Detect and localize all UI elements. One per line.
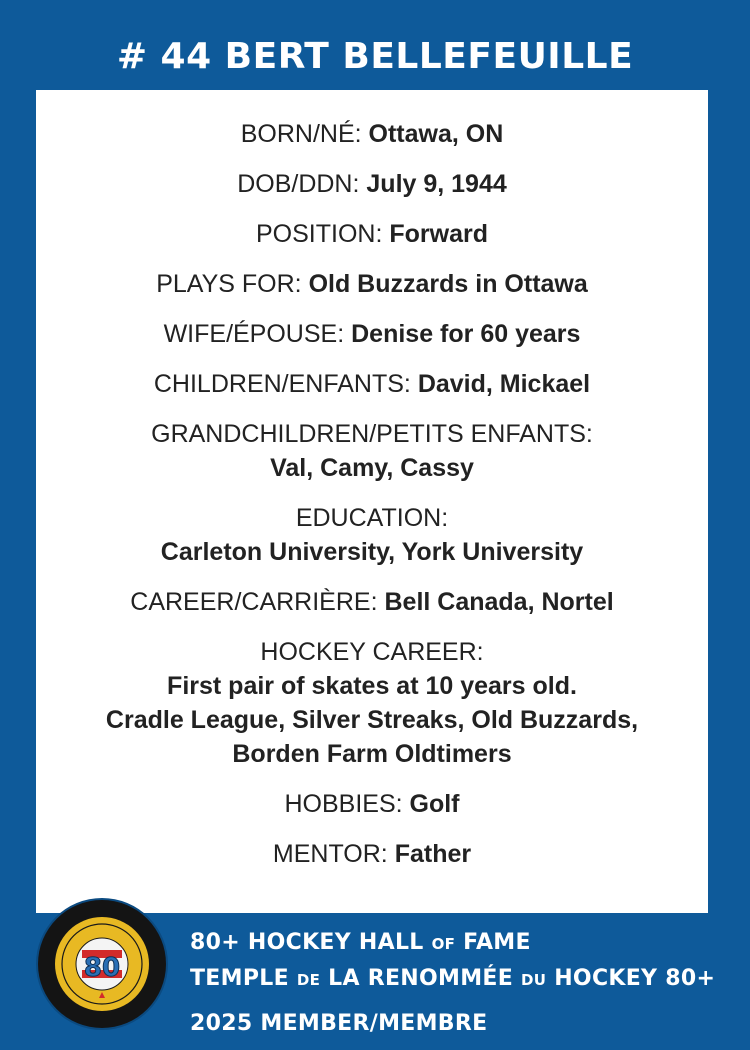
field-plays-for xyxy=(36,267,708,301)
field-value: Carleton University, York University xyxy=(160,538,584,566)
field-value: Old Buzzards in Ottawa xyxy=(308,270,588,298)
footer-text-small: DE xyxy=(296,971,321,989)
field-label: EDUCATION: xyxy=(295,504,449,532)
field-children xyxy=(36,367,708,401)
field-label: BORN/NÉ: xyxy=(240,120,362,148)
field-value: Denise for 60 years xyxy=(351,320,581,348)
footer-text: TEMPLE xyxy=(190,966,297,991)
field-position xyxy=(36,217,708,251)
field-education xyxy=(36,501,708,569)
field-label: CHILDREN/ENFANTS: xyxy=(153,370,411,398)
field-label: HOCKEY CAREER: xyxy=(260,638,484,666)
field-label: DOB/DDN: xyxy=(237,170,360,198)
footer-line-temple xyxy=(190,966,715,991)
field-label: WIFE/ÉPOUSE: xyxy=(163,320,345,348)
field-hockey-career xyxy=(36,635,708,771)
field-value-line: Cradle League, Silver Streaks, Old Buzzards, xyxy=(105,706,639,734)
field-dob xyxy=(36,167,708,201)
field-value-line: Borden Farm Oldtimers xyxy=(232,740,512,768)
footer-text-small: OF xyxy=(431,935,456,953)
field-born xyxy=(36,117,708,151)
field-label: CAREER/CARRIÈRE: xyxy=(130,588,378,616)
field-label: HOBBIES: xyxy=(284,790,403,818)
field-value: Bell Canada, Nortel xyxy=(384,588,614,616)
footer-text: FAME xyxy=(455,930,531,955)
footer-line-member: 2025 MEMBER/MEMBRE xyxy=(190,1011,488,1036)
footer-text: LA RENOMMÉE xyxy=(320,966,522,991)
field-value: Golf xyxy=(409,790,460,818)
field-value: July 9, 1944 xyxy=(366,170,507,198)
hall-of-fame-puck-logo-icon xyxy=(38,900,166,1028)
field-label: PLAYS FOR: xyxy=(156,270,302,298)
field-value: Val, Camy, Cassy xyxy=(270,454,474,482)
field-value: Father xyxy=(394,840,472,868)
field-grandchildren xyxy=(36,417,708,485)
field-wife xyxy=(36,317,708,351)
field-value: Forward xyxy=(389,220,488,248)
field-career xyxy=(36,585,708,619)
field-label: MENTOR: xyxy=(272,840,388,868)
field-value: Ottawa, ON xyxy=(368,120,504,148)
info-panel xyxy=(36,90,708,913)
card-title: # 44 BERT BELLEFEUILLE xyxy=(116,36,634,77)
field-mentor xyxy=(36,837,708,871)
field-value-line: First pair of skates at 10 years old. xyxy=(167,672,577,700)
svg-text:80: 80 xyxy=(83,953,121,983)
footer-text-small: DU xyxy=(521,971,547,989)
field-label: POSITION: xyxy=(256,220,383,248)
footer-line-hall-of-fame xyxy=(190,930,531,955)
logo-emblem-icon xyxy=(38,900,166,1028)
field-hobbies xyxy=(36,787,708,821)
footer-text: HOCKEY 80+ xyxy=(546,966,716,991)
field-value: David, Mickael xyxy=(417,370,591,398)
field-label: GRANDCHILDREN/PETITS ENFANTS: xyxy=(151,420,593,448)
footer-text: 80+ HOCKEY HALL xyxy=(190,930,432,955)
